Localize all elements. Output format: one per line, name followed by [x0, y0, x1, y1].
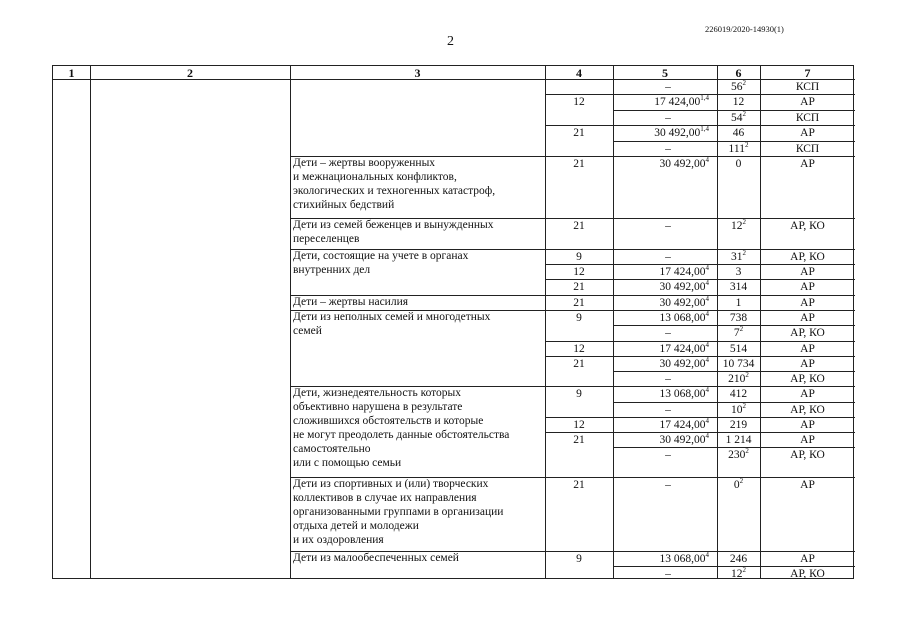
cell-count [545, 250, 613, 264]
cell-count-value: 21 [573, 358, 585, 370]
cell-quantity-value: 10 734 [722, 358, 755, 370]
benefits-table [52, 65, 854, 579]
cell-code-value: КСП [795, 143, 820, 155]
footnote-marker: 2 [744, 141, 749, 150]
cell-amount-value: 13 068,00 [659, 388, 706, 400]
cell-quantity [717, 157, 760, 171]
header-col-5: 5 [662, 66, 668, 80]
category-line: организованными группами в организации [293, 506, 504, 518]
cell-quantity-value: 219 [729, 419, 748, 431]
footnote-marker: 4 [705, 432, 709, 441]
footnote-marker: 2 [745, 447, 749, 456]
header-col-3: 3 [414, 66, 421, 80]
cell-code-value: АР [800, 479, 815, 491]
cell-count [545, 157, 613, 171]
header-col-7: 7 [804, 66, 811, 80]
cell-count [545, 478, 613, 492]
cell-amount-value: – [665, 327, 671, 339]
category-violence-victims [293, 295, 408, 309]
cell-quantity-value: 12 [731, 220, 743, 232]
cell-quantity-value: 412 [729, 388, 748, 400]
cell-quantity-value: 0 [735, 158, 742, 170]
cell-quantity-value: 31 [731, 251, 743, 263]
cell-amount [613, 95, 709, 109]
cell-count [545, 126, 613, 140]
cell-code-value: АР [800, 127, 815, 139]
cell-amount [613, 418, 709, 432]
cell-quantity-value: 314 [729, 281, 748, 293]
cell-count-value: 21 [573, 297, 585, 309]
category-line: отдыха детей и молодежи [293, 520, 419, 532]
cell-code [760, 403, 855, 417]
cell-amount-value: 30 492,00 [659, 434, 706, 446]
cell-amount-value: 30 492,00 [659, 158, 706, 170]
cell-amount-value: 17 424,00 [659, 343, 706, 355]
cell-quantity [717, 296, 760, 310]
cell-quantity-value: 0 [733, 479, 740, 491]
cell-code [760, 357, 855, 371]
footnote-marker: 4 [705, 551, 709, 560]
footnote-marker: 2 [742, 110, 746, 119]
document-number: 226019/2020-14930(1) [705, 24, 784, 34]
cell-code [760, 250, 855, 264]
cell-count-value: 9 [576, 251, 582, 263]
cell-quantity-value: 12 [731, 568, 743, 580]
cell-code-value: АР [800, 343, 815, 355]
cell-count [545, 387, 613, 401]
cell-count-value: 9 [576, 312, 582, 324]
cell-quantity [717, 111, 760, 125]
column-divider [90, 66, 91, 578]
cell-amount [613, 296, 709, 310]
cell-code [760, 142, 855, 156]
cell-code [760, 326, 855, 340]
cell-quantity [717, 372, 760, 386]
cell-count [545, 311, 613, 325]
cell-amount [613, 387, 709, 401]
cell-count [545, 342, 613, 356]
category-line: и межнациональных конфликтов, [293, 171, 457, 183]
category-line: внутренних дел [293, 264, 371, 276]
cell-count-value: 9 [576, 553, 582, 565]
category-line: Дети из спортивных и (или) творческих [293, 478, 489, 490]
cell-quantity-value: 1 [735, 297, 742, 309]
category-line: самостоятельно [293, 443, 371, 455]
cell-code-value: АР [800, 419, 815, 431]
category-sports-creative-groups [293, 477, 503, 547]
cell-quantity [717, 357, 760, 371]
cell-code-value: АР, КО [790, 404, 825, 416]
cell-amount-value: – [665, 81, 671, 93]
cell-amount [613, 342, 709, 356]
cell-count [545, 296, 613, 310]
cell-quantity [717, 142, 760, 156]
cell-amount [613, 433, 709, 447]
cell-amount [613, 280, 709, 294]
cell-code [760, 433, 855, 447]
cell-amount [643, 478, 693, 492]
cell-amount [643, 567, 693, 581]
cell-count [545, 219, 613, 233]
cell-amount [643, 326, 693, 340]
cell-count-value: 21 [573, 281, 585, 293]
cell-amount [613, 311, 709, 325]
footnote-marker: 2 [742, 249, 746, 258]
category-low-income-families [293, 551, 459, 565]
footnote-marker: 4 [705, 386, 709, 395]
footnote-marker: 4 [705, 341, 709, 350]
cell-code-value: АР [800, 266, 815, 278]
header-col-1: 1 [68, 66, 75, 80]
cell-amount-value: – [665, 404, 671, 416]
cell-count-value: 12 [573, 96, 585, 108]
category-line: или с помощью семьи [293, 457, 402, 469]
cell-code-value: КСП [795, 112, 820, 124]
cell-count-value: 21 [573, 127, 585, 139]
page-number: 2 [447, 34, 454, 49]
cell-amount-value: 13 068,00 [659, 553, 706, 565]
cell-quantity [717, 478, 760, 492]
cell-code [760, 418, 855, 432]
footnote-marker: 4 [705, 264, 709, 273]
cell-quantity-value: 46 [732, 127, 745, 139]
column-divider [290, 66, 291, 578]
cell-amount [613, 126, 709, 140]
footnote-marker: 2 [739, 325, 744, 334]
footnote-marker: 2 [742, 79, 746, 88]
cell-code [760, 157, 855, 171]
cell-code [760, 296, 855, 310]
cell-count [545, 95, 613, 109]
cell-code [760, 342, 855, 356]
cell-quantity-value: 738 [729, 312, 748, 324]
category-line: Дети, жизнедеятельность которых [293, 387, 462, 399]
cell-quantity [717, 418, 760, 432]
cell-amount-value: 17 424,00 [659, 266, 706, 278]
cell-code-value: АР [800, 96, 815, 108]
category-line: объективно нарушена в результате [293, 401, 463, 413]
cell-quantity [717, 567, 760, 581]
cell-quantity-value: 514 [729, 343, 748, 355]
cell-amount [643, 403, 693, 417]
footnote-marker: 1,4 [700, 125, 709, 134]
cell-quantity [717, 311, 760, 325]
cell-amount [613, 265, 709, 279]
cell-amount-value: 17 424,00 [659, 419, 706, 431]
cell-amount-value: – [665, 568, 671, 580]
cell-quantity [717, 433, 760, 447]
cell-count-value: 21 [573, 220, 585, 232]
cell-count-value: 9 [576, 388, 582, 400]
cell-code-value: АР [800, 281, 815, 293]
cell-amount-value: 30 492,00 [654, 127, 701, 139]
cell-quantity-value: 111 [728, 143, 745, 155]
cell-quantity [717, 265, 760, 279]
category-line: Дети из неполных семей и многодетных [293, 311, 491, 323]
cell-amount [643, 111, 693, 125]
footnote-marker: 4 [705, 310, 709, 319]
cell-count-value: 12 [573, 343, 585, 355]
cell-code [760, 448, 855, 462]
category-line: Дети – жертвы насилия [293, 296, 409, 308]
footnote-marker: 1,4 [700, 94, 709, 103]
cell-amount-value: – [665, 112, 671, 124]
category-line: семей [293, 325, 322, 337]
cell-code [760, 552, 855, 566]
cell-quantity [717, 126, 760, 140]
cell-count [545, 265, 613, 279]
category-refugees [293, 218, 494, 246]
cell-quantity-value: 246 [729, 553, 748, 565]
cell-amount-value: 30 492,00 [659, 281, 706, 293]
footnote-marker: 4 [705, 156, 709, 165]
cell-amount [613, 357, 709, 371]
cell-quantity-value: 54 [731, 112, 743, 124]
cell-quantity-value: 210 [728, 373, 746, 385]
cell-code-value: АР, КО [790, 220, 825, 232]
cell-count [545, 357, 613, 371]
cell-code-value: АР, КО [790, 251, 825, 263]
category-line: и их оздоровления [293, 534, 384, 546]
category-difficult-circumstances [293, 386, 509, 470]
category-line: Дети из семей беженцев и вынужденных [293, 219, 494, 231]
cell-count-value: 12 [573, 419, 585, 431]
footnote-marker: 2 [745, 371, 749, 380]
cell-code [760, 280, 855, 294]
header-col-4: 4 [576, 66, 582, 80]
cell-count [545, 418, 613, 432]
cell-amount [643, 80, 693, 94]
category-line: Дети, состоящие на учете в органах [293, 250, 469, 262]
cell-amount-value: – [665, 479, 671, 491]
cell-amount-value: 17 424,00 [654, 96, 701, 108]
cell-amount [643, 448, 693, 462]
cell-code [760, 265, 855, 279]
cell-count [545, 280, 613, 294]
cell-amount-value: – [665, 143, 671, 155]
cell-code-value: КСП [795, 81, 820, 93]
cell-quantity-value: 230 [728, 449, 746, 461]
cell-quantity [717, 95, 760, 109]
cell-quantity [717, 448, 760, 462]
cell-quantity-value: 1 214 [725, 434, 752, 446]
category-line: стихийных бедствий [293, 199, 395, 211]
footnote-marker: 4 [705, 417, 709, 426]
cell-quantity-value: 3 [735, 266, 742, 278]
cell-amount-value: – [665, 251, 671, 263]
cell-amount-value: 30 492,00 [659, 358, 706, 370]
cell-amount-value: 13 068,00 [659, 312, 706, 324]
footnote-marker: 2 [742, 402, 746, 411]
footnote-marker: 4 [705, 295, 709, 304]
category-line: Дети из малообеспеченных семей [293, 552, 459, 564]
cell-amount [613, 552, 709, 566]
cell-amount [613, 157, 709, 171]
cell-quantity [717, 342, 760, 356]
cell-code [760, 372, 855, 386]
cell-code-value: АР [800, 358, 815, 370]
cell-count-value: 21 [573, 158, 585, 170]
header-col-6: 6 [735, 66, 742, 80]
category-single-large-families [293, 310, 490, 338]
cell-code [760, 478, 855, 492]
cell-amount [643, 142, 693, 156]
cell-quantity [717, 403, 760, 417]
cell-amount-value: – [665, 449, 671, 461]
cell-quantity-value: 10 [731, 404, 743, 416]
cell-code-value: АР [800, 158, 815, 170]
cell-code-value: АР, КО [790, 568, 825, 580]
cell-quantity-value: 56 [731, 81, 743, 93]
cell-quantity [717, 80, 760, 94]
category-police-registered [293, 249, 468, 277]
footnote-marker: 4 [705, 356, 709, 365]
category-line: переселенцев [293, 233, 360, 245]
footnote-marker: 2 [742, 566, 746, 575]
cell-code-value: АР [800, 434, 815, 446]
cell-count-value: 21 [573, 434, 585, 446]
cell-quantity-value: 7 [733, 327, 740, 339]
cell-code-value: АР, КО [790, 327, 825, 339]
cell-amount [643, 372, 693, 386]
cell-code-value: АР [800, 388, 815, 400]
cell-code-value: АР [800, 553, 815, 565]
cell-quantity [717, 250, 760, 264]
cell-code [760, 567, 855, 581]
cell-amount-value: – [665, 373, 671, 385]
cell-code [760, 311, 855, 325]
cell-code [760, 95, 855, 109]
cell-amount [643, 250, 693, 264]
cell-quantity [717, 387, 760, 401]
cell-code [760, 126, 855, 140]
cell-code [760, 80, 855, 94]
category-line: Дети – жертвы вооруженных [293, 157, 436, 169]
cell-quantity [717, 219, 760, 233]
category-line: не могут преодолеть данные обстоятельства [293, 429, 510, 441]
cell-code [760, 219, 855, 233]
cell-code-value: АР [800, 312, 815, 324]
cell-code [760, 387, 855, 401]
cell-quantity [717, 280, 760, 294]
category-armed-conflicts [293, 156, 495, 212]
footnote-marker: 2 [742, 218, 746, 227]
cell-amount-value: 30 492,00 [659, 297, 706, 309]
cell-count-value: 12 [573, 266, 585, 278]
cell-code-value: АР [800, 297, 815, 309]
cell-quantity-value: 12 [732, 96, 745, 108]
category-line: экологических и техногенных катастроф, [293, 185, 496, 197]
cell-count-value: 21 [573, 479, 585, 491]
header-col-2: 2 [187, 66, 193, 80]
footnote-marker: 4 [705, 279, 709, 288]
cell-quantity [717, 326, 760, 340]
cell-count [545, 433, 613, 447]
cell-amount-value: – [665, 220, 671, 232]
cell-code-value: АР, КО [790, 373, 825, 385]
category-line: сложившихся обстоятельств и которые [293, 415, 484, 427]
cell-count [545, 552, 613, 566]
cell-code [760, 111, 855, 125]
category-line: коллективов в случае их направления [293, 492, 477, 504]
cell-quantity [717, 552, 760, 566]
cell-amount [643, 219, 693, 233]
cell-code-value: АР, КО [790, 449, 825, 461]
footnote-marker: 2 [739, 477, 744, 486]
